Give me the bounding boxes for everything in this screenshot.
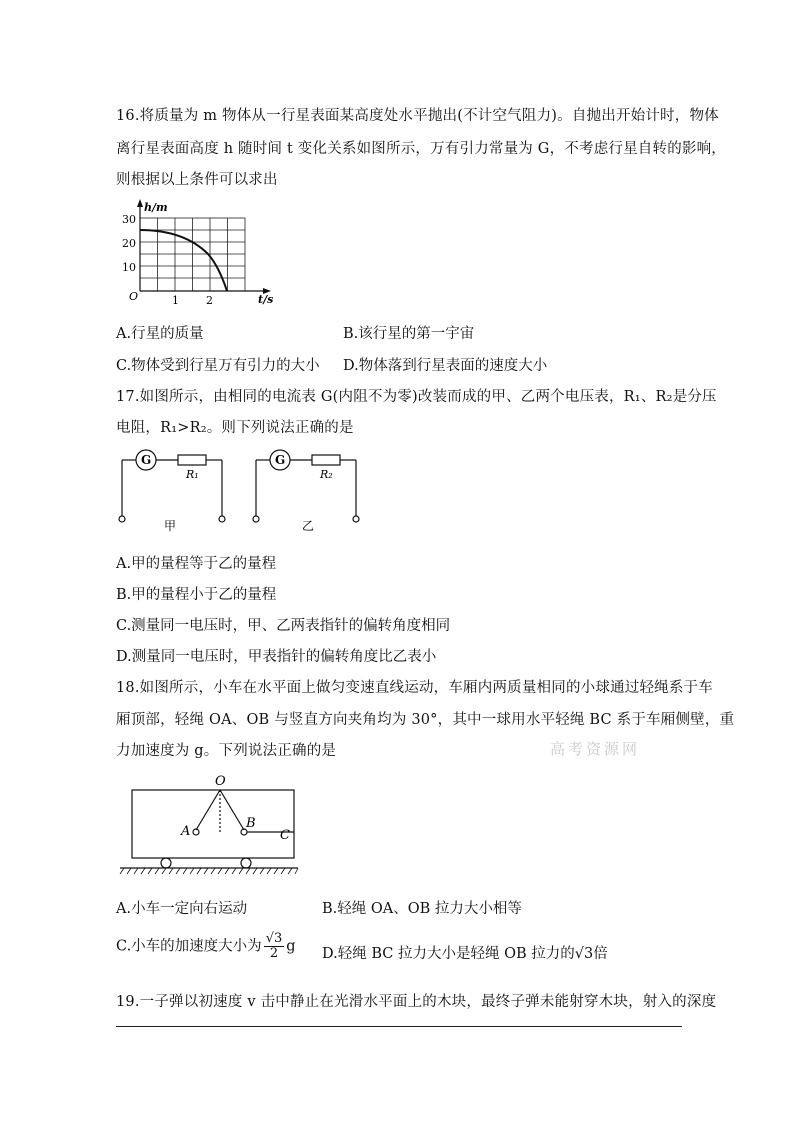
fraction-numerator: √3 — [265, 931, 283, 946]
q18-text-line3: 力加速度为 g。下列说法正确的是 — [116, 743, 337, 759]
q18-option-c — [116, 932, 296, 961]
meter-g-jia: G — [141, 453, 152, 467]
q16-option-c: C.物体受到行星万有引力的大小 — [116, 358, 320, 374]
point-b-label: B — [246, 816, 256, 831]
graph-xtick-1: 1 — [172, 294, 179, 306]
q16-option-b: B.该行星的第一宇宙 — [343, 326, 475, 342]
circuit-jia-label: 甲 — [164, 519, 177, 533]
meter-g-yi: G — [275, 453, 286, 467]
point-a-label: A — [181, 824, 191, 839]
q18-text-line2: 厢顶部，轻绳 OA、OB 与竖直方向夹角均为 30°，其中一球用水平轻绳 BC 系于车厢侧壁，重 — [116, 712, 735, 728]
graph-ylabel: h/m — [144, 201, 168, 214]
q18-option-d — [322, 942, 608, 963]
q18-text-line1: 18.如图所示，小车在水平面上做匀变速直线运动，车厢内两质量相同的小球通过轻绳系于车 — [116, 680, 713, 696]
watermark: 高考资源网 — [550, 740, 641, 758]
resistor-r2-label: R₂ — [320, 468, 333, 481]
q17-option-b: B.甲的量程小于乙的量程 — [116, 587, 277, 603]
graph-xtick-2: 2 — [206, 294, 213, 306]
q18-option-c-unit: g — [286, 938, 296, 955]
footer-rule — [116, 1026, 682, 1027]
q18-option-b: B.轻绳 OA、OB 拉力大小相等 — [322, 901, 522, 917]
resistor-r1-label: R₁ — [186, 468, 199, 481]
q16-option-a: A.行星的质量 — [116, 326, 204, 342]
graph-ytick-10: 10 — [122, 261, 136, 274]
q17-text-line2: 电阻，R₁>R₂。则下列说法正确的是 — [116, 420, 354, 436]
q18-option-a: A.小车一定向右运动 — [116, 901, 248, 917]
q17-option-a: A.甲的量程等于乙的量程 — [116, 556, 277, 572]
graph-origin: O — [129, 290, 139, 303]
sqrt3-radical: √3 — [574, 946, 594, 962]
q16-text-line2: 离行星表面高度 h 随时间 t 变化关系如图所示，万有引力常量为 G，不考虑行星自转的影响， — [116, 141, 726, 157]
q16-height-time-graph — [118, 196, 288, 306]
q19-text-line1: 19.一子弹以初速度 v 击中静止在光滑水平面上的木块，最终子弹未能射穿木块，射入的深度 — [116, 994, 717, 1010]
q16-text-line1: 16.将质量为 m 物体从一行星表面某高度处水平抛出(不计空气阻力)。自抛出开始计时，物体 — [116, 108, 719, 124]
point-c-label: C — [280, 828, 290, 843]
q18-option-c-text: C.小车的加速度大小为 — [116, 938, 262, 955]
graph-xlabel: t/s — [258, 293, 274, 306]
graph-ytick-30: 30 — [122, 213, 136, 226]
q17-option-c: C.测量同一电压时，甲、乙两表指针的偏转角度相同 — [116, 618, 451, 634]
q18-cart-figure — [116, 772, 302, 882]
point-o-label: O — [215, 774, 226, 789]
q16-text-line3: 则根据以上条件可以求出 — [116, 172, 278, 188]
fraction-denominator: 2 — [269, 946, 279, 961]
q17-text-line1: 17.如图所示，由相同的电流表 G(内阻不为零)改装而成的甲、乙两个电压表，R₁、R₂是分压 — [116, 389, 717, 405]
q17-circuit-yi — [246, 448, 366, 536]
circuit-yi-label: 乙 — [302, 519, 315, 533]
q17-circuit-jia — [112, 448, 232, 536]
sqrt3-over-2-fraction — [264, 932, 285, 961]
graph-ytick-20: 20 — [122, 237, 136, 250]
q18-option-d-suffix: 倍 — [593, 946, 608, 962]
q17-option-d: D.测量同一电压时，甲表指针的偏转角度比乙表小 — [116, 649, 437, 665]
q18-option-d-text: D.轻绳 BC 拉力大小是轻绳 OB 拉力的 — [322, 946, 575, 962]
q16-option-d: D.物体落到行星表面的速度大小 — [343, 358, 548, 374]
